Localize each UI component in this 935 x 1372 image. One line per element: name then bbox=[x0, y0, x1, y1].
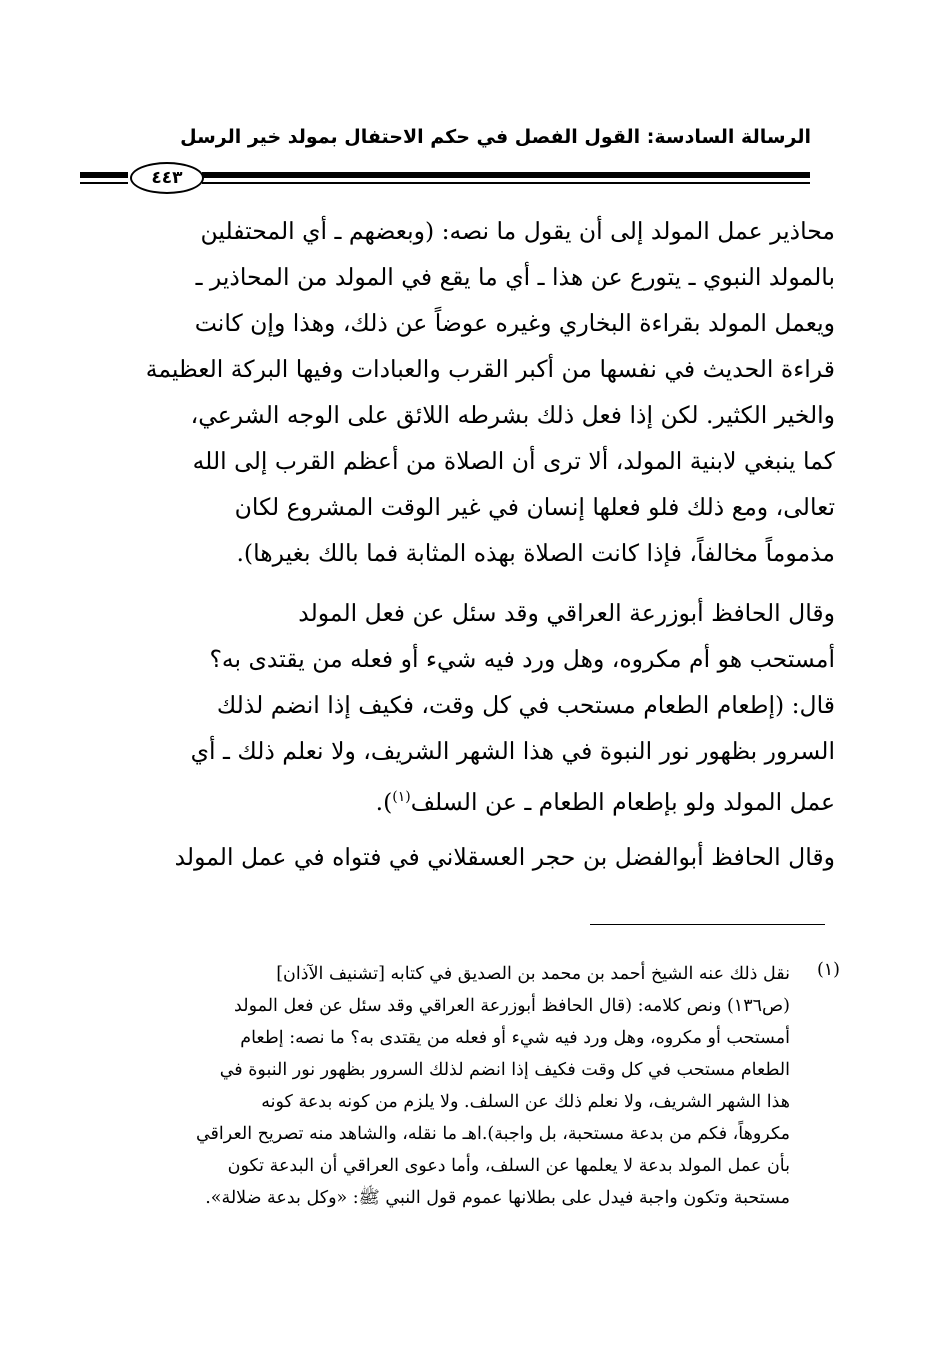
footnote-line: مكروهاً، فكم من بدعة مستحبة، بل واجبة).اهـ ما نقله، والشاهد منه تصريح العراقي bbox=[195, 1124, 790, 1144]
text-line: كما ينبغي لابنية المولد، ألا ترى أن الصلاة من أعظم القرب إلى الله bbox=[192, 447, 835, 475]
text-line bbox=[100, 774, 835, 820]
footnote-text bbox=[100, 958, 790, 1214]
footnote-line: الطعام مستحب في كل وقت فكيف إذا انضم لذلك السرور بظهور نور النبوة في bbox=[219, 1060, 790, 1080]
text-line: ويعمل المولد بقراءة البخاري وغيره عوضاً عن ذلك، وهذا وإن كانت bbox=[194, 309, 835, 337]
footnote-line: مستحبة وتكون واجبة فيدل على بطلانها عموم قول النبي ﷺ: «وكل بدعة ضلالة». bbox=[205, 1188, 790, 1208]
footnote-line: نقل ذلك عنه الشيخ أحمد بن محمد بن الصديق في كتابه [تشنيف الآذان] bbox=[276, 964, 790, 984]
main-text bbox=[100, 208, 835, 880]
running-header-title: الرسالة السادسة: القول الفصل في حكم الاحتفال بمولد خير الرسل bbox=[180, 126, 811, 148]
footnote-ref: (١) bbox=[392, 789, 411, 805]
header-rule-right bbox=[202, 172, 810, 178]
paragraph-3 bbox=[100, 834, 835, 880]
text-line: السرور بظهور نور النبوة في هذا الشهر الشريف، ولا نعلم ذلك ـ أي bbox=[190, 737, 835, 765]
text-line: وقال الحافظ أبوالفضل بن حجر العسقلاني في فتواه في عمل المولد bbox=[174, 843, 835, 871]
text-segment: ). bbox=[375, 787, 393, 816]
footnote-line: أمستحب أو مكروه، وهل ورد فيه شيء أو فعله من يقتدى به؟ ما نصه: إطعام bbox=[240, 1028, 790, 1048]
paragraph-2 bbox=[100, 590, 835, 820]
text-line: محاذير عمل المولد إلى أن يقول ما نصه: (وبعضهم ـ أي المحتفلين bbox=[200, 217, 835, 245]
paragraph-1 bbox=[100, 208, 835, 576]
text-line: مذموماً مخالفاً، فإذا كانت الصلاة بهذه المثابة فما بالك بغيرها). bbox=[236, 539, 835, 567]
text-segment: عمل المولد ولو بإطعام الطعام ـ عن السلف bbox=[410, 787, 835, 816]
text-line: قال: (إطعام الطعام مستحب في كل وقت، فكيف إذا انضم لذلك bbox=[216, 691, 835, 719]
footnote-line: (ص١٣٦) ونص كلامه: (قال الحافظ أبوزرعة العراقي وقد سئل عن فعل المولد bbox=[234, 996, 790, 1016]
text-line: والخير الكثير. لكن إذا فعل ذلك بشرطه اللائق على الوجه الشرعي، bbox=[190, 401, 835, 429]
footnote-line: هذا الشهر الشريف، ولا نعلم ذلك عن السلف. ولا يلزم من كونه بدعة كونه bbox=[261, 1092, 790, 1112]
header-rule-left bbox=[80, 172, 128, 178]
page-number: ٤٤٣ bbox=[130, 162, 204, 194]
footnote-number: (١) bbox=[816, 960, 840, 980]
header-rule bbox=[80, 162, 810, 192]
footnote-line: بأن عمل المولد بدعة لا يعلمها عن السلف، وأما دعوى العراقي أن البدعة تكون bbox=[227, 1156, 790, 1176]
text-line: قراءة الحديث في نفسها من أكبر القرب والعبادات وفيها البركة العظيمة bbox=[145, 355, 835, 383]
text-line: بالمولد النبوي ـ يتورع عن هذا ـ أي ما يقع في المولد من المحاذير ـ bbox=[195, 263, 835, 291]
text-line: أمستحب هو أم مكروه، وهل ورد فيه شيء أو فعله من يقتدى به؟ bbox=[209, 645, 835, 673]
text-line: وقال الحافظ أبوزرعة العراقي وقد سئل عن فعل المولد bbox=[298, 599, 835, 627]
footnote-separator bbox=[590, 924, 825, 925]
text-line: تعالى، ومع ذلك فلو فعلها إنسان في غير الوقت المشروع لكان bbox=[234, 493, 835, 521]
